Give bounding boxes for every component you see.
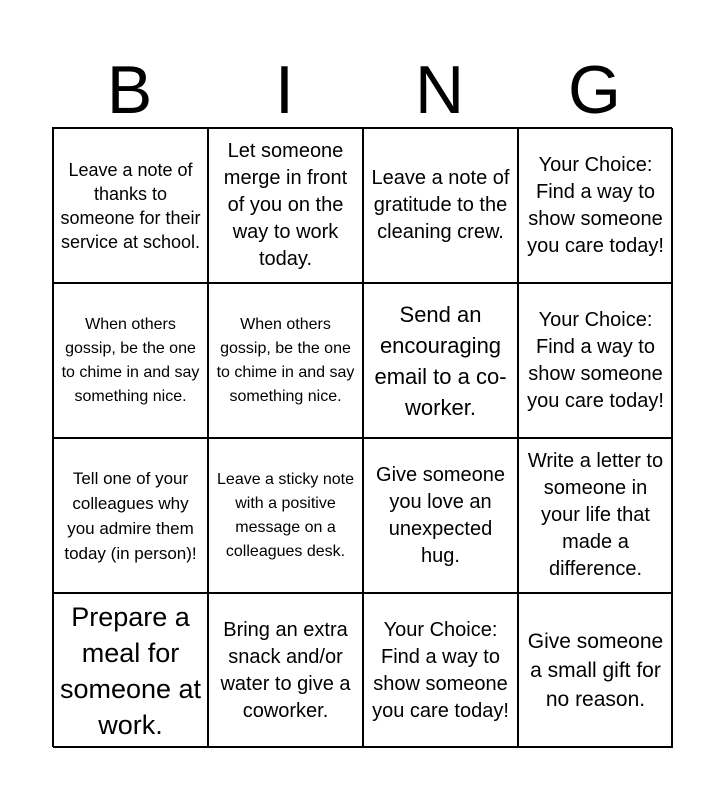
bingo-cell[interactable] xyxy=(518,593,673,748)
cell-text: Prepare a meal for someone at work. xyxy=(59,601,202,740)
cell-text: Send an encouraging email to a co-worker. xyxy=(374,301,507,420)
bingo-cell[interactable] xyxy=(518,438,673,593)
bingo-cell[interactable] xyxy=(53,438,208,593)
bingo-cell[interactable] xyxy=(363,128,518,283)
cell-text: Give someone you love an unexpected hug. xyxy=(376,463,505,567)
cell-text: Write a letter to someone in your life that made a difference. xyxy=(527,450,664,580)
bingo-cell[interactable] xyxy=(518,283,673,438)
bingo-cell[interactable] xyxy=(363,593,518,748)
cell-text: Let someone merge in front of you on the way to work today. xyxy=(223,140,348,270)
cell-text: Tell one of your colleagues why you admire them today (in person)! xyxy=(64,468,197,563)
bingo-cell[interactable] xyxy=(208,593,363,748)
cell-text: Leave a note of gratitude to the cleaning crew. xyxy=(371,167,510,243)
bingo-cell[interactable] xyxy=(208,283,363,438)
bingo-header xyxy=(52,52,672,128)
bingo-cell[interactable] xyxy=(518,128,673,283)
header-letter-n: N xyxy=(414,52,465,128)
cell-text: Your Choice: Find a way to show someone you care today! xyxy=(527,308,664,412)
cell-text: Your Choice: Find a way to show someone you care today! xyxy=(372,618,509,722)
cell-text: Give someone a small gift for no reason. xyxy=(527,630,664,711)
bingo-cell[interactable] xyxy=(53,593,208,748)
cell-text: Leave a sticky note with a positive message on a colleagues desk. xyxy=(217,470,354,560)
header-letter-g: G xyxy=(568,52,621,128)
cell-text: Your Choice: Find a way to show someone you care today! xyxy=(527,153,664,257)
cell-text: Leave a note of thanks to someone for their service at school. xyxy=(60,159,201,252)
bingo-cell[interactable] xyxy=(208,438,363,593)
bingo-board xyxy=(52,127,672,747)
bingo-cell[interactable] xyxy=(363,283,518,438)
header-letter-i: I xyxy=(275,52,294,128)
cell-text: When others gossip, be the one to chime in and say something nice. xyxy=(216,315,355,405)
bingo-cell[interactable] xyxy=(53,128,208,283)
cell-text: When others gossip, be the one to chime in and say something nice. xyxy=(61,315,200,405)
header-letter-b: B xyxy=(106,52,153,128)
cell-text: Bring an extra snack and/or water to give a coworker. xyxy=(220,618,351,722)
bingo-cell[interactable] xyxy=(208,128,363,283)
bingo-cell[interactable] xyxy=(53,283,208,438)
bingo-cell[interactable] xyxy=(363,438,518,593)
